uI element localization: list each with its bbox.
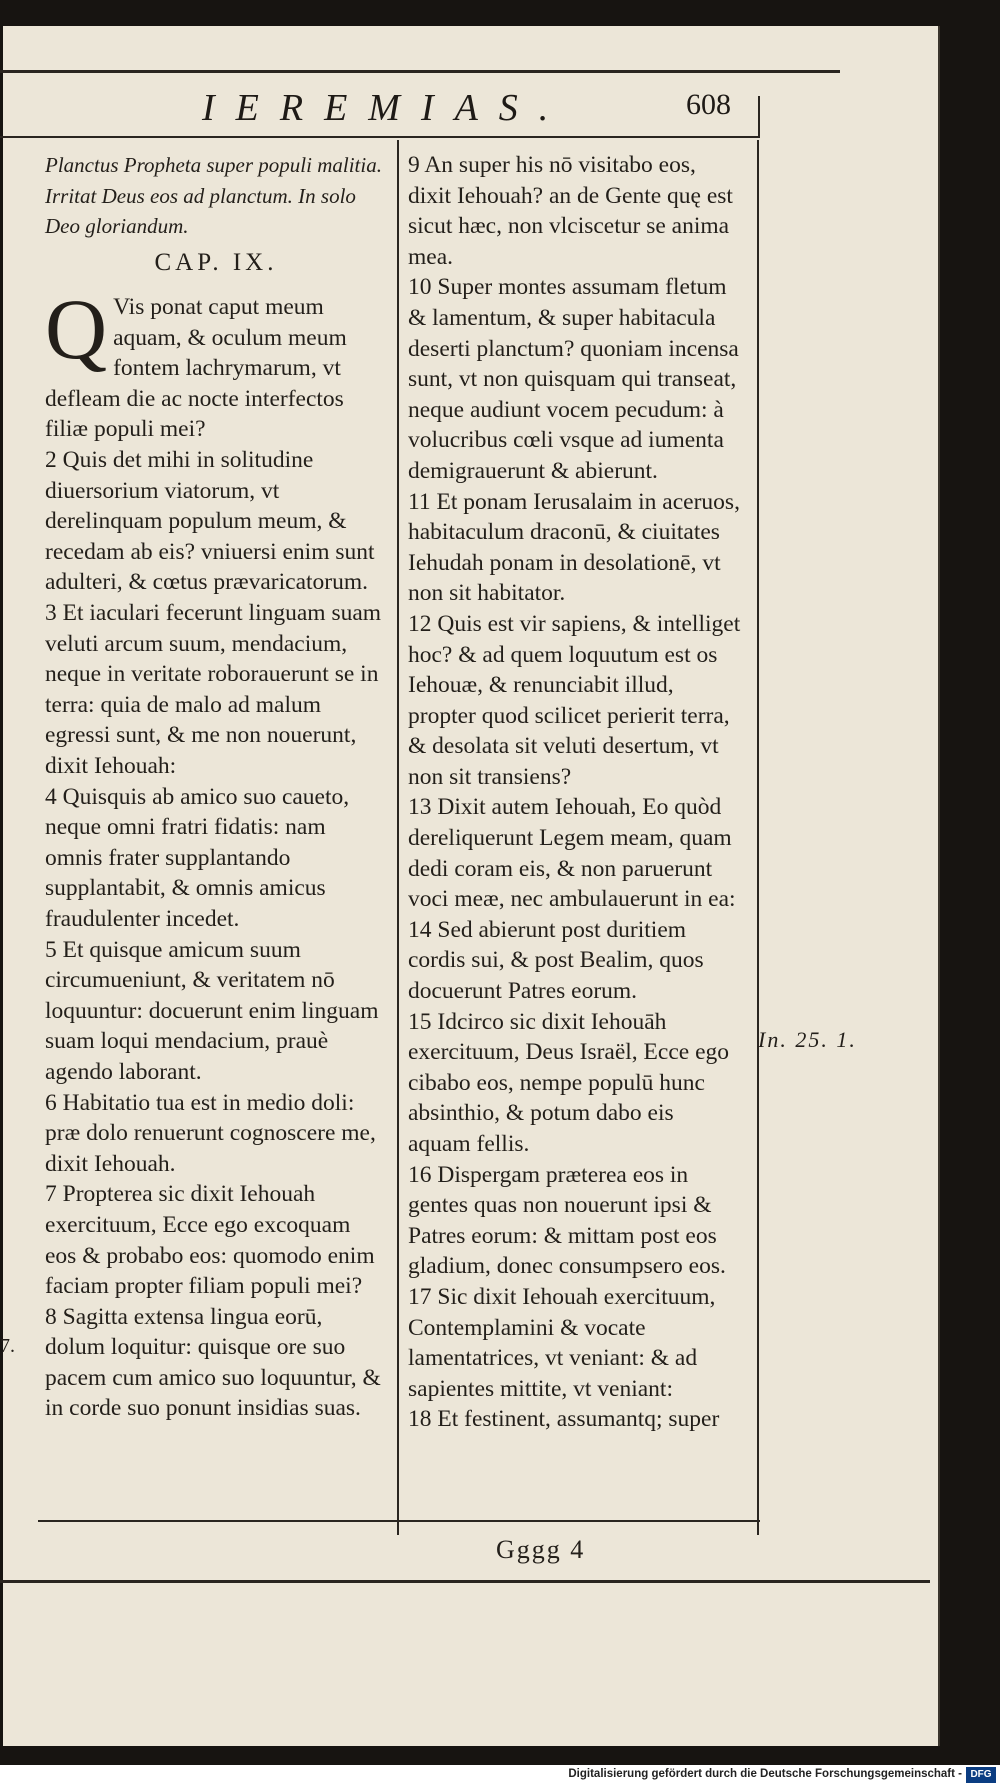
verse-18: 18 Et festinent, assumantq; super xyxy=(408,1406,720,1433)
dfg-logo: DFG xyxy=(966,1767,996,1783)
verse-6: 6 Habitatio tua est in medio doli: præ dolo renuerunt cognoscere me, dixit Iehouah. xyxy=(45,1089,376,1177)
funding-credit: Digitalisierung gefördert durch die Deutsche Forschungsgemeinschaft - xyxy=(568,1768,962,1780)
verse-9: 9 An super his nō visitabo eos, dixit Iehouah? an de Gente quę est sicut hæc, non vlciscetur se anima mea. xyxy=(408,152,733,270)
right-column xyxy=(408,150,742,1435)
verse-12: 12 Quis est vir sapiens, & intelliget hoc? & ad quem loquutum est os Iehouæ, & renunciabit illud, propter quod scilicet perierit terra, & desolata sit veluti desertum, vt non sit transiens? xyxy=(408,610,741,790)
verse-7: 7 Propterea sic dixit Iehouah exercituum, Ecce ego excoquam eos & probabo eos: quomodo enim faciam propter filiam populi mei? xyxy=(45,1181,375,1300)
verse-13: 13 Dixit autem Iehouah, Eo quòd dereliquerunt Legem meam, quam dedi coram eis, & non paruerunt voci meæ, nec ambulauerunt in ea: xyxy=(408,794,736,913)
verse-11: 11 Et ponam Ierusalaim in aceruos, habitaculum draconū, & ciuitates Iehudah ponam in desolationē, vt non sit habitator. xyxy=(408,488,740,607)
verse-5: 5 Et quisque amicum suum circumueniunt, & veritatem nō loquuntur: docuerunt enim linguam suam loqui mendacium, prauè agendo laborant. xyxy=(45,936,379,1085)
chapter-summary: Planctus Propheta super populi malitia. Irritat Deus eos ad planctum. In solo Deo gloriandum. xyxy=(45,153,382,238)
verse-17: 17 Sic dixit Iehouah exercituum, Contemplamini & vocate lamentatrices, vt veniant: & ad sapientes mittite, vt veniant: xyxy=(408,1283,716,1402)
verse-14: 14 Sed abierunt post duritiem cordis sui, & post Bealim, quos docuerunt Patres eorum. xyxy=(408,916,704,1005)
verse-2: 2 Quis det mihi in solitudine diuersorium viatorum, vt derelinquam populum meum, & recedam ab eis? vniuersi enim sunt adulteri, & cœtus prævaricatorum. xyxy=(45,447,375,596)
folio-number: 608 xyxy=(686,88,731,121)
top-rule xyxy=(0,70,840,73)
verse-8: 8 Sagitta extensa lingua eorū, dolum loquitur: quisque ore suo pacem cum amico suo loquuntur, & in corde suo ponunt insidias suas. xyxy=(45,1303,381,1422)
verse-1 xyxy=(45,281,387,445)
footer-rule xyxy=(0,1580,930,1583)
verse-16: 16 Dispergam præterea eos in gentes quas non nouerunt ipsi & Patres eorum: & mittam post eos gladium, donec consumpsero eos. xyxy=(408,1161,726,1280)
bottom-rule xyxy=(38,1520,760,1522)
header-vertical-rule xyxy=(758,96,760,138)
left-margin-fragment: 7. xyxy=(0,1335,15,1357)
verse-3: 3 Et iaculari fecerunt linguam suam veluti arcum suum, mendacium, neque in veritate roborauerunt se in terra: quia de malo ad malum egressi sunt, & me non nouerunt, dixit Iehouah: xyxy=(45,600,382,779)
verse-4: 4 Quisquis ab amico suo caueto, neque omni fratri fidatis: nam omnis frater supplantando supplantabit, & omnis amicus fraudulenter incedet. xyxy=(45,783,350,932)
drop-capital: Q xyxy=(45,281,108,378)
running-title: IEREMIAS. xyxy=(202,87,570,129)
verse-15: 15 Idcirco sic dixit Iehouāh exercituum, Deus Israël, Ecce ego cibabo eos, nempe populū hunc absinthio, & potum dabo eis aquam fellis. xyxy=(408,1008,730,1157)
column-divider xyxy=(397,140,399,1535)
chapter-heading: CAP. IX. xyxy=(154,248,278,276)
header-rule xyxy=(0,136,760,138)
signature-catchword: Gggg 4 xyxy=(496,1535,586,1564)
right-border-rule xyxy=(757,140,759,1535)
margin-reference: In. 25. 1. xyxy=(758,1027,857,1052)
verse-10: 10 Super montes assumam fletum & lamentum, & super habitacula deserti planctum? quoniam incensa sunt, vt non quisquam qui transeat, neque audiunt vocem pecudum: à volucribus cœli vsque ad iumenta demigrauerunt & abierunt. xyxy=(408,274,739,484)
left-column xyxy=(45,150,387,1424)
verse-1-text: Vis ponat caput meum aquam, & oculum meum fontem lachrymarum, vt defleam die ac nocte interfectos filiæ populi mei? xyxy=(45,294,347,443)
